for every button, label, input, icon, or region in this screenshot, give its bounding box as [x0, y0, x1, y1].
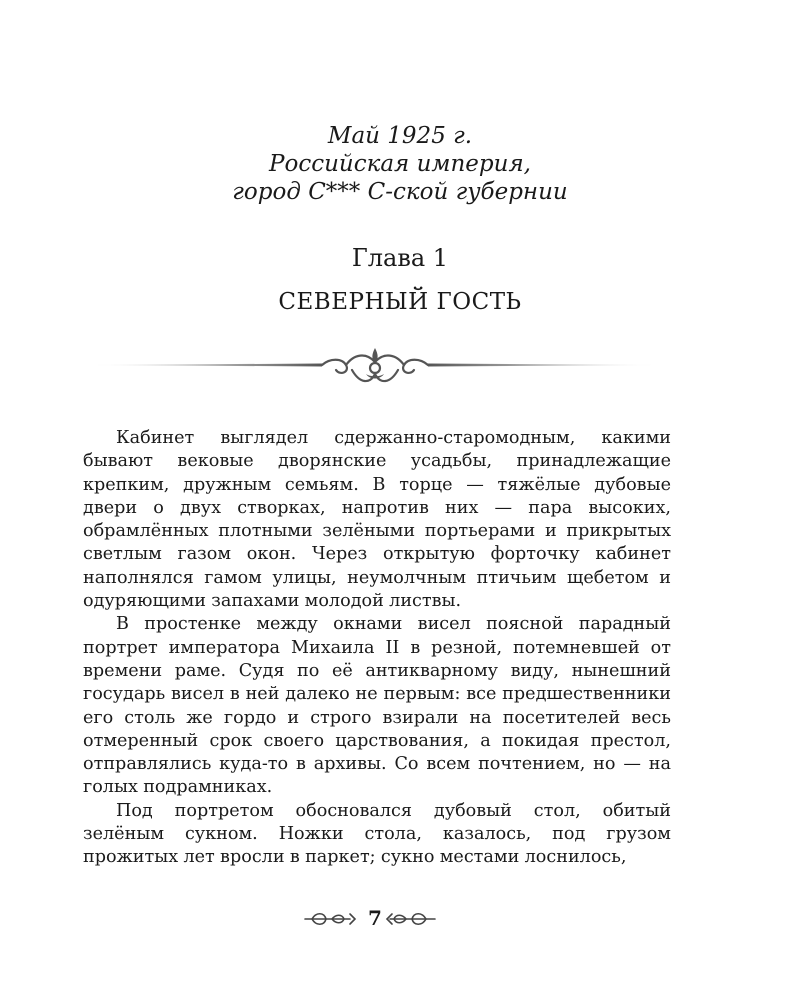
page-number: 7	[368, 906, 382, 930]
epigraph-place-line-1: Российская империя,	[269, 151, 531, 177]
body-text	[83, 427, 671, 870]
epigraph-date: Май 1925 г.	[327, 123, 473, 149]
chapter-number: Глава 1	[351, 244, 449, 272]
epigraph-place-line-2: город С*** С-ской губернии	[232, 179, 568, 205]
paragraph-3: Под портретом обосновался дубовый стол, обитый зелёным сукном. Ножки стола, казалось, под грузом прожитых лет вросли в паркет; сукно местами лоснилось,	[83, 800, 671, 868]
divider-ornament-icon	[90, 344, 660, 394]
paragraph-1: Кабинет выглядел сдержанно-старомодным, какими бывают вековые дворянские усадьбы, принадлежащие крепким, дружным семьям. В торце — тяжёлые дубовые двери о двух створках, напротив них — пара высоких, обрамлённых плотными зелёными портьерами и прикрытых светлым газом окон. Через открытую форточку кабинет наполнялся гамом улицы, неумолчным птичьим щебетом и одуряющими запахами молодой листвы.	[83, 428, 671, 612]
chapter-title: СЕВЕРНЫЙ ГОСТЬ	[278, 289, 522, 315]
epigraph	[0, 122, 800, 206]
paragraph-2: В простенке между окнами висел поясной парадный портрет императора Михаила II в резной, потемневшей от времени раме. Судя по её антикварному виду, нынешний государь висел в ней далеко не первым: все предшественники его столь же гордо и строго взирали на посетителей весь отмеренный срок своего царствования, а покидая престол, отправлялись куда-то в архивы. Со всем почтением, но — на голых подрамниках.	[83, 614, 671, 798]
footer-ornament-icon	[0, 905, 800, 935]
